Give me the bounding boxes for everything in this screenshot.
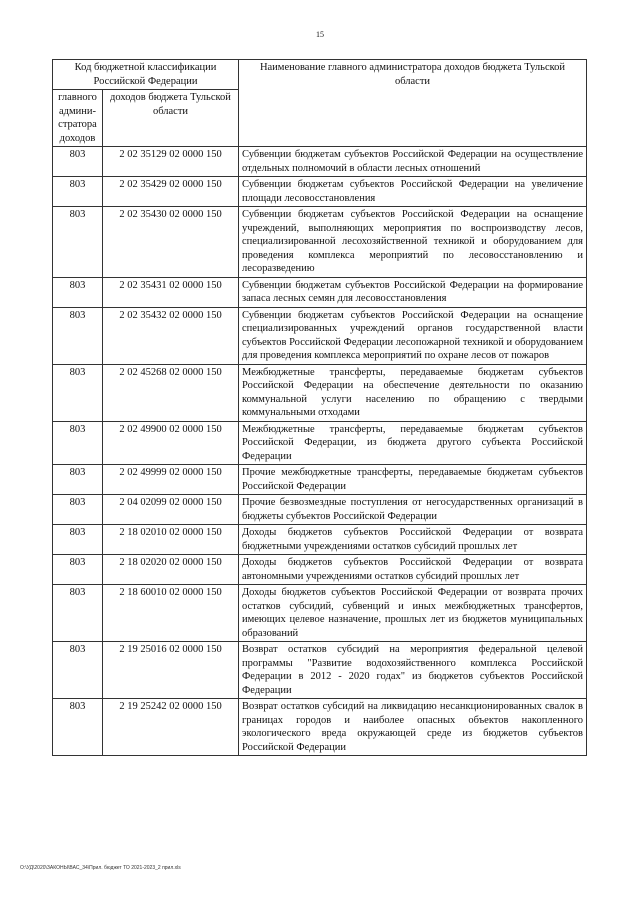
table-row [53, 364, 587, 421]
table-body [53, 147, 587, 756]
cell-revenue-code: 2 02 35432 02 0000 150 [103, 307, 239, 364]
cell-admin-code: 803 [53, 525, 103, 555]
header-kbk: Код бюджетной классификации Российской Федерации [53, 60, 239, 90]
cell-admin-code: 803 [53, 642, 103, 699]
cell-admin-code: 803 [53, 307, 103, 364]
header-admin: главного админи-стратора доходов [53, 90, 103, 147]
cell-admin-code: 803 [53, 277, 103, 307]
table-row [53, 177, 587, 207]
cell-revenue-code: 2 02 45268 02 0000 150 [103, 364, 239, 421]
table-row [53, 555, 587, 585]
cell-revenue-name: Субвенции бюджетам субъектов Российской Федерации на оснащение учреждений, выполняющих мероприятия по воспроизводству лесов, специализированной лесохозяйственной техникой и оборудованием для проведения комплекса мероприятий по лесовосстановлению и лесоразведению [239, 207, 587, 278]
cell-revenue-code: 2 02 49999 02 0000 150 [103, 465, 239, 495]
cell-revenue-name: Доходы бюджетов субъектов Российской Федерации от возврата бюджетными учреждениями остатков субсидий прошлых лет [239, 525, 587, 555]
table-row [53, 147, 587, 177]
cell-revenue-code: 2 02 35429 02 0000 150 [103, 177, 239, 207]
table-row [53, 699, 587, 756]
cell-admin-code: 803 [53, 465, 103, 495]
cell-revenue-name: Межбюджетные трансферты, передаваемые бюджетам субъектов Российской Федерации, из бюджета другого субъекта Российской Федерации [239, 421, 587, 465]
table-row [53, 585, 587, 642]
table-row [53, 207, 587, 278]
cell-revenue-name: Прочие межбюджетные трансферты, передаваемые бюджетам субъектов Российской Федерации [239, 465, 587, 495]
footer-file-path: O:\УД\2020\ЗАКОНЫ\ВАС_34\Прил. бюджет ТО 2021-2023_2 прил.xls [20, 865, 181, 871]
table-row [53, 525, 587, 555]
cell-admin-code: 803 [53, 495, 103, 525]
cell-revenue-name: Субвенции бюджетам субъектов Российской Федерации на осуществление отдельных полномочий в области лесных отношений [239, 147, 587, 177]
cell-admin-code: 803 [53, 207, 103, 278]
cell-revenue-code: 2 18 60010 02 0000 150 [103, 585, 239, 642]
cell-revenue-code: 2 02 49900 02 0000 150 [103, 421, 239, 465]
cell-revenue-code: 2 18 02010 02 0000 150 [103, 525, 239, 555]
cell-admin-code: 803 [53, 364, 103, 421]
cell-revenue-name: Возврат остатков субсидий на мероприятия федеральной целевой программы "Развитие водохозяйственного комплекса Российской Федерации в 2012 - 2020 годах" из бюджетов субъектов Российской Федерации [239, 642, 587, 699]
cell-revenue-code: 2 02 35430 02 0000 150 [103, 207, 239, 278]
cell-revenue-code: 2 19 25242 02 0000 150 [103, 699, 239, 756]
cell-admin-code: 803 [53, 147, 103, 177]
table-row [53, 307, 587, 364]
table-row [53, 465, 587, 495]
cell-revenue-name: Субвенции бюджетам субъектов Российской Федерации на формирование запаса лесных семян для лесовосстановления [239, 277, 587, 307]
cell-revenue-name: Субвенции бюджетам субъектов Российской Федерации на оснащение специализированных учреждений органов государственной власти субъектов Российской Федерации лесопожарной техникой и оборудованием для проведения комплекса мероприятий по охране лесов от пожаров [239, 307, 587, 364]
table-row [53, 642, 587, 699]
cell-admin-code: 803 [53, 177, 103, 207]
table-row [53, 421, 587, 465]
cell-revenue-code: 2 18 02020 02 0000 150 [103, 555, 239, 585]
header-name: Наименование главного администратора доходов бюджета Тульской области [239, 60, 587, 147]
cell-revenue-code: 2 19 25016 02 0000 150 [103, 642, 239, 699]
cell-revenue-code: 2 02 35431 02 0000 150 [103, 277, 239, 307]
cell-revenue-name: Прочие безвозмездные поступления от негосударственных организаций в бюджеты субъектов Российской Федерации [239, 495, 587, 525]
cell-revenue-name: Доходы бюджетов субъектов Российской Федерации от возврата прочих остатков субсидий, субвенций и иных межбюджетных трансфертов, имеющих целевое назначение, прошлых лет из бюджетов муниципальных образований [239, 585, 587, 642]
cell-revenue-name: Межбюджетные трансферты, передаваемые бюджетам субъектов Российской Федерации на обеспечение деятельности по оказанию коммунальной услуги населению по обращению с твердыми коммунальными отходами [239, 364, 587, 421]
page-number: 15 [316, 30, 324, 39]
cell-revenue-name: Возврат остатков субсидий на ликвидацию несанкционированных свалок в границах городов и наиболее опасных объектов накопленного экологического вреда окружающей среде из бюджетов субъектов Российской Федерации [239, 699, 587, 756]
cell-revenue-name: Субвенции бюджетам субъектов Российской Федерации на увеличение площади лесовосстановления [239, 177, 587, 207]
table-header-row [53, 60, 587, 90]
cell-admin-code: 803 [53, 421, 103, 465]
table-row [53, 495, 587, 525]
cell-revenue-code: 2 04 02099 02 0000 150 [103, 495, 239, 525]
budget-classification-table [52, 59, 587, 756]
cell-revenue-code: 2 02 35129 02 0000 150 [103, 147, 239, 177]
table-row [53, 277, 587, 307]
cell-admin-code: 803 [53, 699, 103, 756]
header-code: доходов бюджета Тульской области [103, 90, 239, 147]
cell-admin-code: 803 [53, 555, 103, 585]
cell-revenue-name: Доходы бюджетов субъектов Российской Федерации от возврата автономными учреждениями остатков субсидий прошлых лет [239, 555, 587, 585]
cell-admin-code: 803 [53, 585, 103, 642]
